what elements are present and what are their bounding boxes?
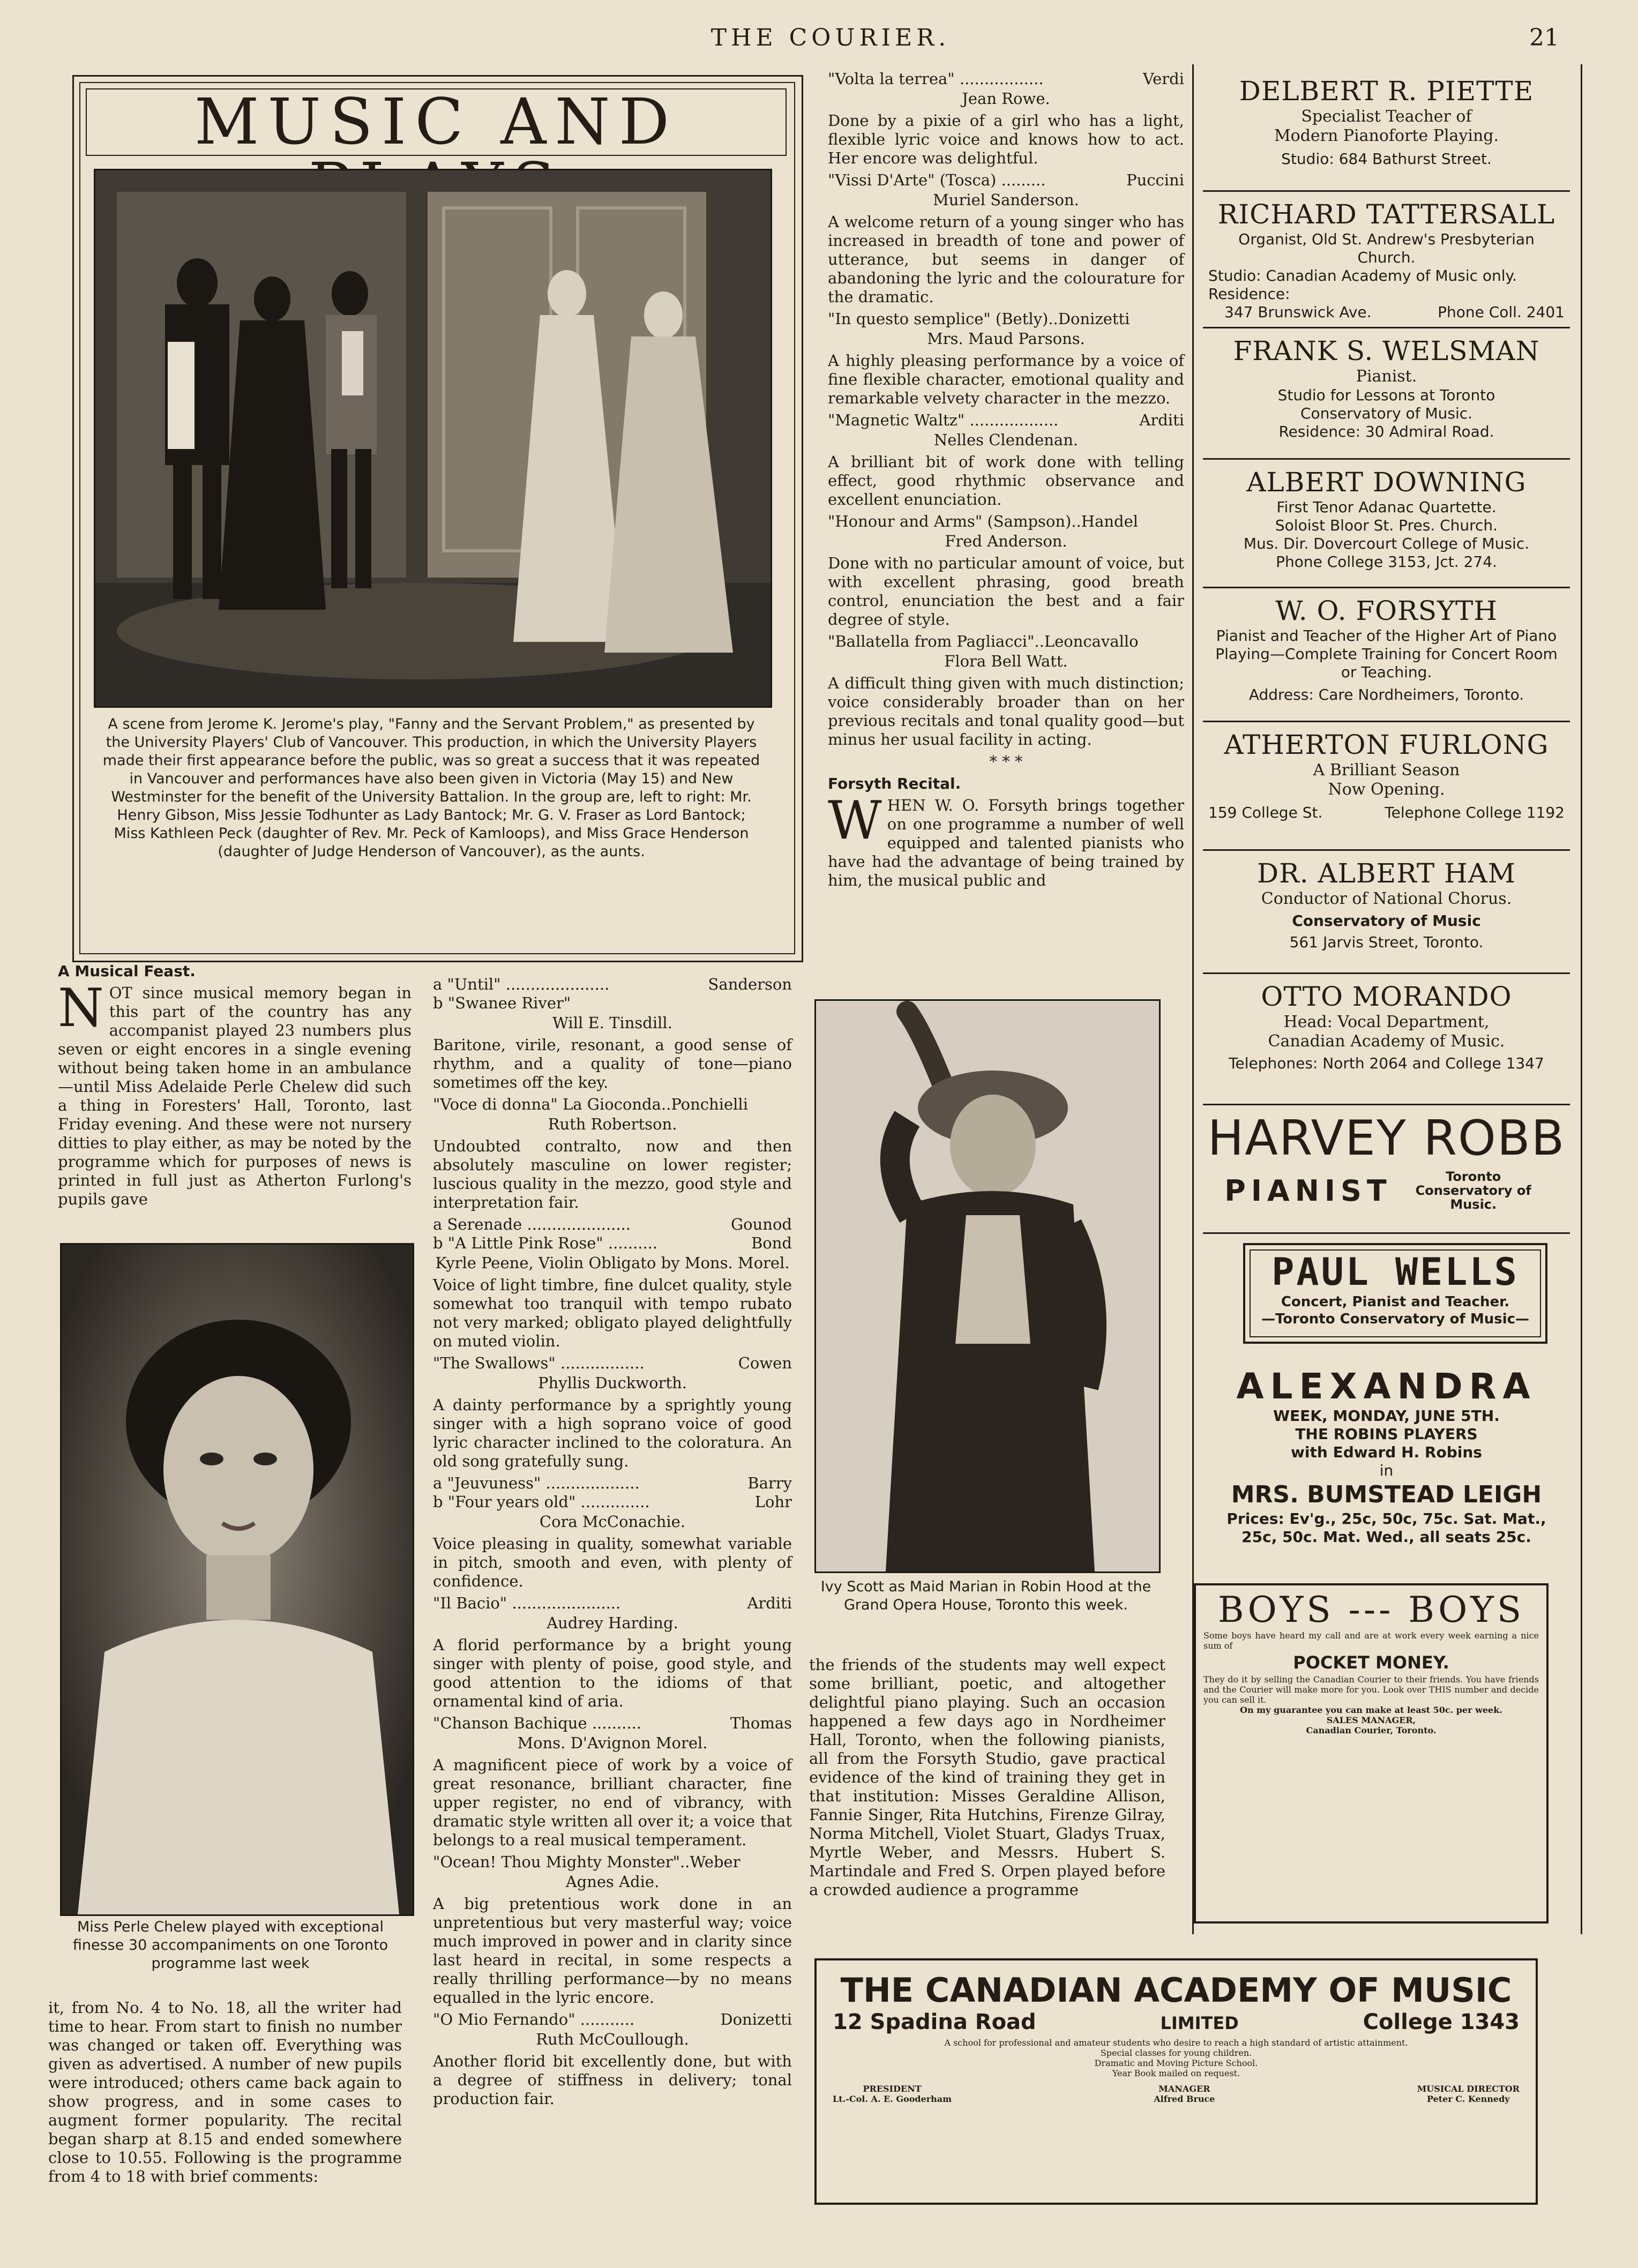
- ad-furlong-address: 159 College St.: [1208, 804, 1323, 821]
- ad-furlong-phone: Telephone College 1192: [1385, 804, 1565, 821]
- ad-piette-line3: Studio: 684 Bathurst Street.: [1281, 150, 1492, 168]
- ad-downing-line3: Mus. Dir. Dovercourt College of Music.: [1243, 535, 1530, 552]
- ad-morando-name: OTTO MORANDO: [1261, 981, 1512, 1012]
- performer-robertson: Ruth Robertson.: [548, 1115, 677, 1133]
- ad-welsman: [1203, 335, 1570, 441]
- ad-alexandra-line4: in: [1379, 1462, 1394, 1479]
- ad-separator: [1203, 458, 1570, 460]
- ad-ham: [1203, 857, 1570, 952]
- song-in-questo-semplice: "In questo semplice" (Betly)..Donizetti: [828, 310, 1130, 328]
- ad-robb-name: HARVEY ROBB: [1207, 1110, 1566, 1166]
- song-swallows: "The Swallows" .................: [433, 1354, 645, 1372]
- ad-wells-inner-border: [1250, 1249, 1541, 1337]
- song-vissi-darte: "Vissi D'Arte" (Tosca) .........: [828, 171, 1046, 189]
- composer-cowen: Cowen: [738, 1354, 792, 1372]
- review-mcconachie: Voice pleasing in quality, somewhat variable in pitch, smooth and even, with plenty of confidence.: [433, 1535, 792, 1590]
- ad-morando-line2: Canadian Academy of Music.: [1268, 1032, 1505, 1051]
- ad-separator: [1203, 190, 1570, 192]
- ad-separator: [1203, 1232, 1570, 1234]
- ad-downing-name: ALBERT DOWNING: [1246, 467, 1527, 498]
- ad-robb: [1203, 1112, 1570, 1211]
- ad-morando-line3: Telephones: North 2064 and College 1347: [1229, 1054, 1544, 1072]
- section-stars: * * *: [989, 752, 1023, 770]
- forsyth-paragraph-continued: the friends of the students may well expect some brilliant, poetic, and altogether delightful piano playing. Such an occasion happened a few days ago in Nordheimer Hall, Toronto, when the following pianists, all from the Forsyth Studio, gave practical evidence of the kind of training they get in that institution: Misses Geraldine Allison, Fannie Singer, Rita Hutchins, Firenze Gilray, Norma Mitchell, Violet Stuart, Gladys Truax, Myrtle Weber, and Messrs. Hubert S. Martindale and Fred S. Orpen played before a crowded audience a programme: [809, 1656, 1165, 1899]
- ad-academy-limited: LIMITED: [1160, 2013, 1239, 2033]
- composer-arditi: Arditi: [747, 1594, 792, 1612]
- song-swanee-river: b "Swanee River": [433, 994, 571, 1012]
- performer-mcconachie: Cora McConachie.: [539, 1513, 686, 1531]
- ad-boys-name: BOYS --- BOYS: [1217, 1589, 1525, 1630]
- performer-morel: Mons. D'Avignon Morel.: [517, 1734, 708, 1752]
- ad-alexandra: [1203, 1366, 1570, 1546]
- song-four-years-old: b "Four years old" ..............: [433, 1493, 650, 1511]
- ad-academy-phone: College 1343: [1363, 2010, 1520, 2034]
- ad-academy-manager: Alfred Bruce: [1154, 2094, 1215, 2104]
- ad-downing-line2: Soloist Bloor St. Pres. Church.: [1275, 517, 1498, 534]
- ad-robb-pianist: PIANIST: [1224, 1173, 1392, 1208]
- ad-boys-line1: Some boys have heard my call and are at work every week earning a nice sum of: [1203, 1630, 1539, 1651]
- ad-academy-president-title: PRESIDENT: [863, 2084, 922, 2094]
- song-volta-la-terrea: "Volta la terrea" .................: [828, 70, 1044, 88]
- column-1-continued: [48, 1998, 402, 2189]
- ad-wells-line1: Concert, Pianist and Teacher.: [1281, 1294, 1510, 1310]
- ad-tattersall-line1: Organist, Old St. Andrew's Presbyterian Church.: [1238, 230, 1535, 266]
- ad-forsyth-name: W. O. FORSYTH: [1275, 595, 1498, 626]
- composer-sanderson: Sanderson: [708, 975, 792, 993]
- review-harding: A florid performance by a bright young singer with plenty of poise, good style, and good attention to the idioms of that ornamental kind of aria.: [433, 1636, 792, 1710]
- review-robertson: Undoubted contralto, now and then absolutely masculine on lower register; luscious quality in the mezzo, good style and interpretation fair.: [433, 1137, 792, 1211]
- song-chanson-bachique: "Chanson Bachique ..........: [433, 1714, 642, 1732]
- ivy-scott-caption: Ivy Scott as Maid Marian in Robin Hood at the Grand Opera House, Toronto this week.: [820, 1578, 1151, 1613]
- ad-separator: [1203, 972, 1570, 974]
- composer-gounod: Gounod: [730, 1215, 792, 1233]
- ad-alexandra-play: MRS. BUMSTEAD LEIGH: [1231, 1481, 1542, 1508]
- performer-harding: Audrey Harding.: [547, 1614, 678, 1632]
- song-jeuvuness: a "Jeuvuness" ...................: [433, 1474, 640, 1492]
- ad-alexandra-name: ALEXANDRA: [1236, 1366, 1537, 1407]
- forsyth-paragraph: HEN W. O. Forsyth brings together on one programme a number of well equipped and talented pianists who have had the advantage of being trained by him, the musical public and: [828, 796, 1184, 889]
- ad-academy-name: THE CANADIAN ACADEMY OF MUSIC: [840, 1971, 1512, 2010]
- song-until: a "Until" .....................: [433, 975, 610, 993]
- ad-wells: [1243, 1243, 1547, 1344]
- performer-adie: Agnes Adie.: [565, 1873, 660, 1891]
- performer-sanderson: Muriel Sanderson.: [933, 191, 1079, 209]
- column-3-continued: [809, 1656, 1165, 1903]
- ad-welsman-name: FRANK S. WELSMAN: [1233, 335, 1540, 366]
- review-clendenan: A brilliant bit of work done with telling effect, good rhythmic observance and excellent enunciation.: [828, 453, 1184, 508]
- performer-tinsdill: Will E. Tinsdill.: [552, 1014, 672, 1032]
- forsyth-recital-subhead: Forsyth Recital.: [828, 775, 961, 792]
- ad-piette: [1203, 75, 1570, 168]
- ad-academy-line3: Dramatic and Moving Picture School.: [1094, 2058, 1258, 2068]
- ad-wells-name: PAUL WELLS: [1271, 1250, 1519, 1294]
- ad-boys-address: Canadian Courier, Toronto.: [1306, 1725, 1437, 1735]
- ad-piette-name: DELBERT R. PIETTE: [1239, 76, 1534, 107]
- feature-title: MUSIC AND: [86, 88, 787, 156]
- ad-academy-president: Lt.-Col. A. E. Gooderham: [833, 2094, 952, 2104]
- composer-bond: Bond: [751, 1234, 792, 1252]
- ad-academy-line2: Special classes for young children.: [1100, 2048, 1252, 2058]
- column-1-text: [58, 962, 412, 1212]
- ad-academy-director: Peter C. Kennedy: [1426, 2094, 1510, 2104]
- ad-boys-line4: On my guarantee you can make at least 50c. per week.: [1240, 1705, 1502, 1715]
- drop-cap-n: N: [58, 978, 104, 1039]
- ad-boys-sales-manager: SALES MANAGER,: [1326, 1715, 1416, 1725]
- ad-separator: [1203, 849, 1570, 851]
- song-ocean: "Ocean! Thou Mighty Monster"..Weber: [433, 1853, 741, 1871]
- performer-mccoullough: Ruth McCoullough.: [536, 2030, 689, 2048]
- ad-piette-line2: Modern Pianoforte Playing.: [1274, 126, 1499, 145]
- review-sanderson: A welcome return of a young singer who has increased in breadth of tone and power of utterance, but seems in danger of abandoning the lyric and the colourature for the dramatic.: [828, 213, 1184, 306]
- ad-tattersall-line3: Residence:: [1208, 285, 1290, 303]
- performer-parsons: Mrs. Maud Parsons.: [927, 330, 1085, 348]
- ad-furlong-name: ATHERTON FURLONG: [1224, 729, 1549, 760]
- drop-cap-w: W: [828, 790, 882, 851]
- ad-downing: [1203, 466, 1570, 571]
- song-ballatella: "Ballatella from Pagliacci"..Leoncavallo: [828, 632, 1139, 650]
- composer-puccini: Puccini: [1126, 171, 1184, 189]
- page-number: 21: [1529, 24, 1559, 51]
- review-mccoullough: Another florid bit excellently done, but with a degree of stiffness in delivery; tonal production fair.: [433, 2052, 792, 2108]
- composer-barry: Barry: [747, 1474, 792, 1492]
- ad-ham-line3: 561 Jarvis Street, Toronto.: [1289, 933, 1484, 951]
- perle-chelew-portrait: [60, 1243, 414, 1916]
- composer-verdi: Verdi: [1142, 70, 1184, 88]
- song-honour-and-arms: "Honour and Arms" (Sampson)..Handel: [828, 512, 1139, 530]
- review-tinsdill: Baritone, virile, resonant, a good sense of rhythm, and a quality of tone—piano sometimes off the key.: [433, 1036, 792, 1091]
- ad-forsyth-line1: Pianist and Teacher of the Higher Art of Piano Playing—Complete Training for Concert Room or Teaching.: [1215, 627, 1558, 681]
- perle-chelew-caption: Miss Perle Chelew played with exceptional finesse 30 accompaniments on one Toronto programme last week: [72, 1919, 388, 1972]
- play-scene-caption: A scene from Jerome K. Jerome's play, "Fanny and the Servant Problem," as presented by the University Players' Club of Vancouver. This production, in which the University Players made their first appearance before the public, was so great a success that it was repeated in Vancouver and performances have also been given in Victoria (May 15) and New Westminster for the benefit of the University Battalion. In the group are, left to right: Mr. Henry Gibson, Miss Jessie Todhunter as Lady Bantock; Mr. G. V. Fraser as Lord Bantock; Miss Kathleen Peck (daughter of Rev. Mr. Peck of Kamloops), and Miss Grace Henderson (daughter of Judge Henderson of Vancouver), as the aunts.: [102, 716, 760, 860]
- composer-arditi-2: Arditi: [1139, 411, 1184, 429]
- review-parsons: A highly pleasing performance by a voice of fine flexible character, emotional quality and remarkable velvety character in the mezzo.: [828, 351, 1184, 407]
- ad-ham-line1: Conductor of National Chorus.: [1261, 889, 1512, 908]
- review-rowe: Done by a pixie of a girl who has a light, flexible lyric voice and knows how to act. Her encore was delightful.: [828, 111, 1184, 167]
- performer-peene: Kyrle Peene, Violin Obligato by Mons. Morel.: [435, 1254, 790, 1272]
- ad-downing-line1: First Tenor Adanac Quartette.: [1276, 498, 1497, 516]
- performer-clendenan: Nelles Clendenan.: [933, 431, 1079, 449]
- review-peene: Voice of light timbre, fine dulcet quality, style somewhat too tranquil with tempo rubato not very marked; obligato played delightfully on muted violin.: [433, 1276, 792, 1350]
- ad-furlong: [1203, 729, 1570, 822]
- ad-tattersall: [1203, 198, 1570, 321]
- ad-welsman-line1: Pianist.: [1356, 367, 1417, 386]
- ad-boys-pocket-money: POCKET MONEY.: [1293, 1652, 1449, 1673]
- ad-alexandra-line2: THE ROBINS PLAYERS: [1295, 1425, 1478, 1443]
- musical-feast-subhead: A Musical Feast.: [58, 962, 196, 980]
- ad-robb-conservatory: Toronto Conservatory of Music.: [1415, 1169, 1531, 1212]
- ad-tattersall-address: 347 Brunswick Ave.: [1224, 303, 1372, 321]
- ad-morando-line1: Head: Vocal Department,: [1283, 1013, 1490, 1031]
- ad-furlong-line2: Now Opening.: [1328, 780, 1445, 799]
- ad-welsman-line3: Residence: 30 Admiral Road.: [1278, 423, 1494, 440]
- ad-academy-address: 12 Spadina Road: [833, 2010, 1036, 2034]
- column-3-programme: [828, 70, 1184, 893]
- review-duckworth: A dainty performance by a sprightly young singer with a high soprano voice of good lyric character inclined to the coloratura. An old song gratefully sung.: [433, 1396, 792, 1470]
- ad-furlong-line1: A Brilliant Season: [1313, 761, 1460, 780]
- ad-morando: [1203, 980, 1570, 1073]
- song-il-bacio: "Il Bacio" ......................: [433, 1594, 621, 1612]
- ad-boys: [1194, 1583, 1549, 1923]
- ad-separator: [1203, 721, 1570, 722]
- ad-boys-line3: They do it by selling the Canadian Courier to their friends. You have friends and the Courier will make more for you. Look over THIS number and decide you can sell it.: [1203, 1674, 1539, 1705]
- programme-intro-paragraph: it, from No. 4 to No. 18, all the writer had time to hear. From start to finish no number was changed or taken off. Everything was given as advertised. A number of new pupils were introduced; others came back again to show progress, and in some cases to augment former popularity. The recital began sharp at 8.15 and ended somewhere close to 10.55. Following is the programme from 4 to 18 with brief comments:: [48, 1998, 402, 2185]
- column-2-programme: [433, 975, 792, 2112]
- ad-forsyth: [1203, 595, 1570, 704]
- ad-academy-line1: A school for professional and amateur students who desire to reach a high standard of artistic attainment.: [944, 2038, 1408, 2048]
- ad-alexandra-line1: WEEK, MONDAY, JUNE 5TH.: [1273, 1407, 1500, 1425]
- ad-separator: [1203, 327, 1570, 328]
- ad-academy-manager-title: MANAGER: [1158, 2084, 1210, 2094]
- ad-academy-director-title: MUSICAL DIRECTOR: [1417, 2084, 1520, 2094]
- composer-donizetti: Donizetti: [720, 2010, 792, 2029]
- feature-title-box: [79, 82, 793, 162]
- ad-ham-line2: Conservatory of Music: [1292, 912, 1481, 930]
- ad-separator: [1203, 1104, 1570, 1105]
- performer-watt: Flora Bell Watt.: [944, 652, 1068, 670]
- ad-separator: [1203, 587, 1570, 588]
- ad-tattersall-name: RICHARD TATTERSALL: [1217, 199, 1555, 230]
- song-little-pink-rose: b "A Little Pink Rose" ..........: [433, 1234, 658, 1252]
- song-serenade: a Serenade .....................: [433, 1215, 631, 1233]
- review-adie: A big pretentious work done in an unpretentious but very masterful way; voice much improved in power and in clarity since last heard in recital, in some respects a really thrilling performance—by no means equalled in the lyric encore.: [433, 1895, 792, 2007]
- ad-alexandra-prices: Prices: Ev'g., 25c, 50c, 75c. Sat. Mat., 25c, 50c. Mat. Wed., all seats 25c.: [1226, 1510, 1546, 1546]
- review-morel: A magnificent piece of work by a voice of great resonance, brilliant character, fine upper register, no end of vibrancy, with dramatic style written all over it; a voice that belongs to a real musical temperament.: [433, 1756, 792, 1849]
- review-anderson: Done with no particular amount of voice, but with excellent phrasing, good breath control, enunciation the best and a fair degree of style.: [828, 554, 1184, 628]
- publication-header: THE COURIER.: [710, 24, 951, 51]
- ad-academy: [814, 1958, 1538, 2205]
- ad-ham-name: DR. ALBERT HAM: [1257, 858, 1516, 889]
- ad-alexandra-line3: with Edward H. Robins: [1291, 1443, 1482, 1461]
- performer-duckworth: Phyllis Duckworth.: [538, 1374, 687, 1392]
- performer-rowe: Jean Rowe.: [962, 89, 1050, 108]
- composer-lohr: Lohr: [754, 1493, 792, 1511]
- ad-downing-line4: Phone College 3153, Jct. 274.: [1276, 553, 1497, 571]
- play-scene-photo: [94, 169, 772, 708]
- composer-thomas: Thomas: [730, 1714, 792, 1732]
- ivy-scott-photo: [814, 999, 1161, 1573]
- ad-column-right-rule: [1581, 64, 1582, 1934]
- ad-welsman-line2: Studio for Lessons at Toronto Conservatory of Music.: [1277, 386, 1495, 422]
- ad-academy-line4: Year Book mailed on request.: [1112, 2068, 1240, 2078]
- ad-piette-line1: Specialist Teacher of: [1301, 107, 1472, 126]
- ad-forsyth-line2: Address: Care Nordheimers, Toronto.: [1248, 686, 1524, 703]
- ad-tattersall-line2: Studio: Canadian Academy of Music only.: [1208, 267, 1517, 285]
- performer-anderson: Fred Anderson.: [945, 532, 1067, 550]
- review-watt: A difficult thing given with much distinction; voice considerably broader than on her previous recitals and tonal quality good—but minus her usual facility in acting.: [828, 674, 1184, 748]
- musical-feast-paragraph: OT since musical memory began in this part of the country has any accompanist played 23 numbers plus seven or eight encores in a single evening without being taken home in an ambulance—until Miss Adelaide Perle Chelew did such a thing in Foresters' Hall, Toronto, last Friday evening. And these were not nursery ditties to play either, as may be noted by the programme which for purposes of news is printed in full just as Atherton Furlong's pupils gave: [58, 984, 412, 1208]
- ad-tattersall-phone: Phone Coll. 2401: [1438, 303, 1565, 321]
- ad-wells-line2: —Toronto Conservatory of Music—: [1261, 1311, 1530, 1327]
- song-o-mio-fernando: "O Mio Fernando" ...........: [433, 2010, 635, 2029]
- song-voce-di-donna: "Voce di donna" La Gioconda..Ponchielli: [433, 1095, 748, 1113]
- song-magnetic-waltz: "Magnetic Waltz" ..................: [828, 411, 1059, 429]
